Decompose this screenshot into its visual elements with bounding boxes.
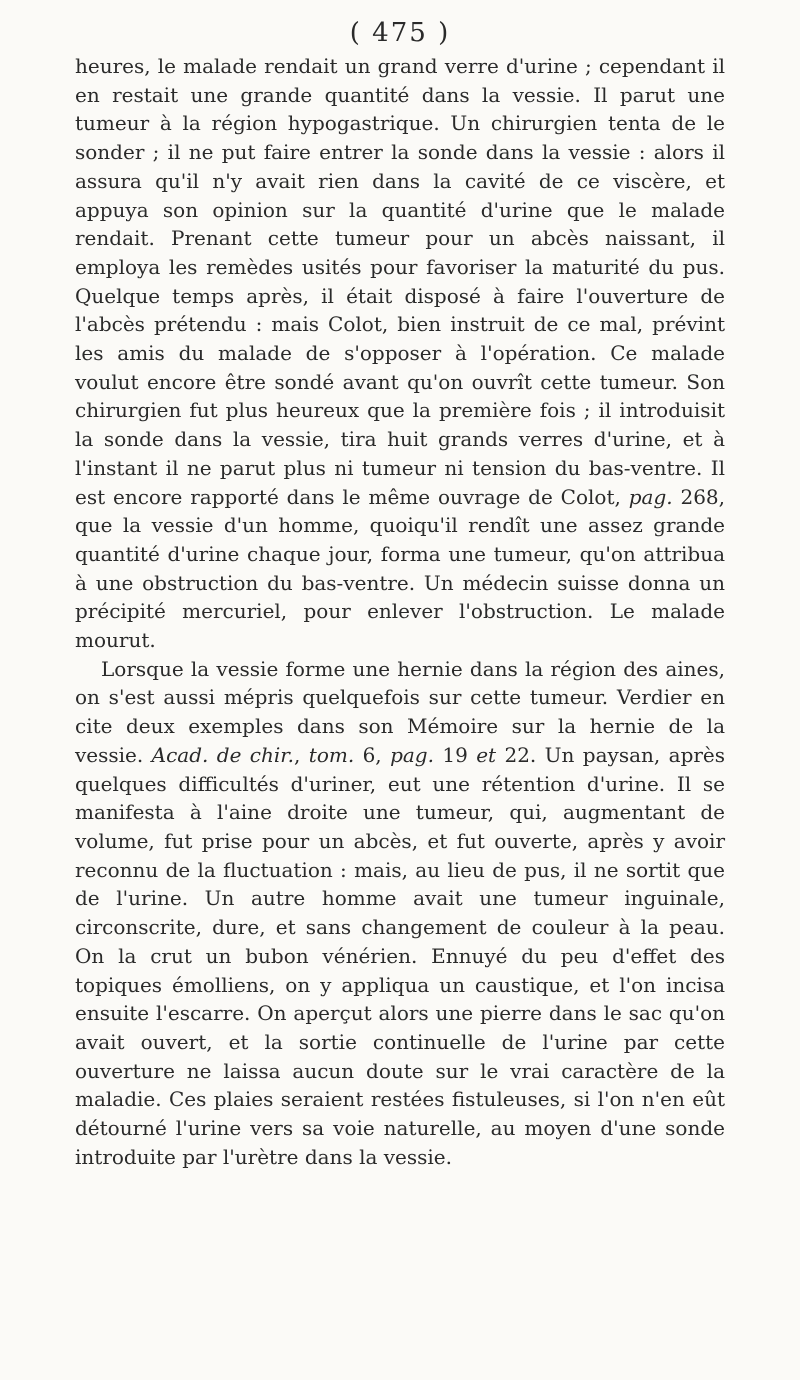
text-span-italic: tom. bbox=[308, 742, 355, 767]
body-text bbox=[75, 52, 725, 1171]
paragraph-1 bbox=[75, 52, 725, 655]
text-span: 268, que la vessie d'un homme, quoiqu'il rendît une assez grande quantité d'urine chaque jour, forma une tumeur, qu'on attribua à une obstruction du bas-ventre. Un médecin suisse donna un précipité mercuriel, pour enlever l'obstruction. Le malade mourut. bbox=[75, 484, 726, 653]
text-span-italic: pag. bbox=[628, 484, 673, 509]
paragraph-2 bbox=[75, 655, 725, 1172]
text-span: 6, bbox=[354, 742, 391, 767]
text-span: , bbox=[294, 742, 309, 767]
text-span-italic: et bbox=[476, 742, 497, 767]
text-span-italic: Acad. de chir. bbox=[151, 742, 295, 767]
text-span: 19 bbox=[433, 742, 477, 767]
text-span: heures, le malade rendait un grand verre d'urine ; cependant il en restait une grande quantité dans la vessie. Il parut une tumeur à la région hypogastrique. Un chirurgien tenta de le sonder ; il ne put faire entrer la sonde dans la vessie : alors il assura qu'il n'y avait rien dans la cavité de ce viscère, et appuya son opinion sur la quantité d'urine que le malade rendait. Prenant cette tumeur pour un abcès naissant, il employa les remèdes usités pour favoriser la maturité du pus. Quelque temps après, il était disposé à faire l'ouverture de l'abcès prétendu : mais Colot, bien instruit de ce mal, prévint les amis du malade de s'opposer à l'opération. Ce malade voulut encore être sondé avant qu'on ouvrît cette tumeur. Son chirurgien fut plus heureux que la première fois ; il introduisit la sonde dans la vessie, tira huit grands verres d'urine, et à l'instant il ne parut plus ni tumeur ni tension du bas-ventre. Il est encore rapporté dans le même ouvrage de Colot, bbox=[75, 54, 725, 509]
page-number: ( 475 ) bbox=[349, 18, 451, 48]
text-span: 22. Un paysan, après quelques difficultés d'uriner, eut une rétention d'urine. Il se manifesta à l'aine droite une tumeur, qui, augmentant de volume, fut prise pour un abcès, et fut ouverte, après y avoir reconnu de la fluctuation : mais, au lieu de pus, il ne sortit que de l'urine. Un autre homme avait une tumeur inguinale, circonscrite, dure, et sans changement de couleur à la peau. On la crut un bubon vénérien. Ennuyé du peu d'effet des topiques émolliens, on y appliqua un caustique, et l'on incisa ensuite l'escarre. On aperçut alors une pierre dans le sac qu'on avait ouvert, et la sortie continuelle de l'urine par cette ouverture ne laissa aucun doute sur le vrai caractère de la maladie. Ces plaies seraient restées fistuleuses, si l'on n'en eût détourné l'urine vers sa voie naturelle, au moyen d'une sonde introduite par l'urètre dans la vessie. bbox=[75, 742, 726, 1169]
text-span: Lorsque la vessie forme une hernie dans la région des aines, on s'est aussi mépris quelquefois sur cette tumeur. Verdier en cite deux exemples dans son Mémoire sur la hernie de la vessie. bbox=[75, 656, 725, 767]
text-span-italic: pag. bbox=[390, 742, 434, 767]
